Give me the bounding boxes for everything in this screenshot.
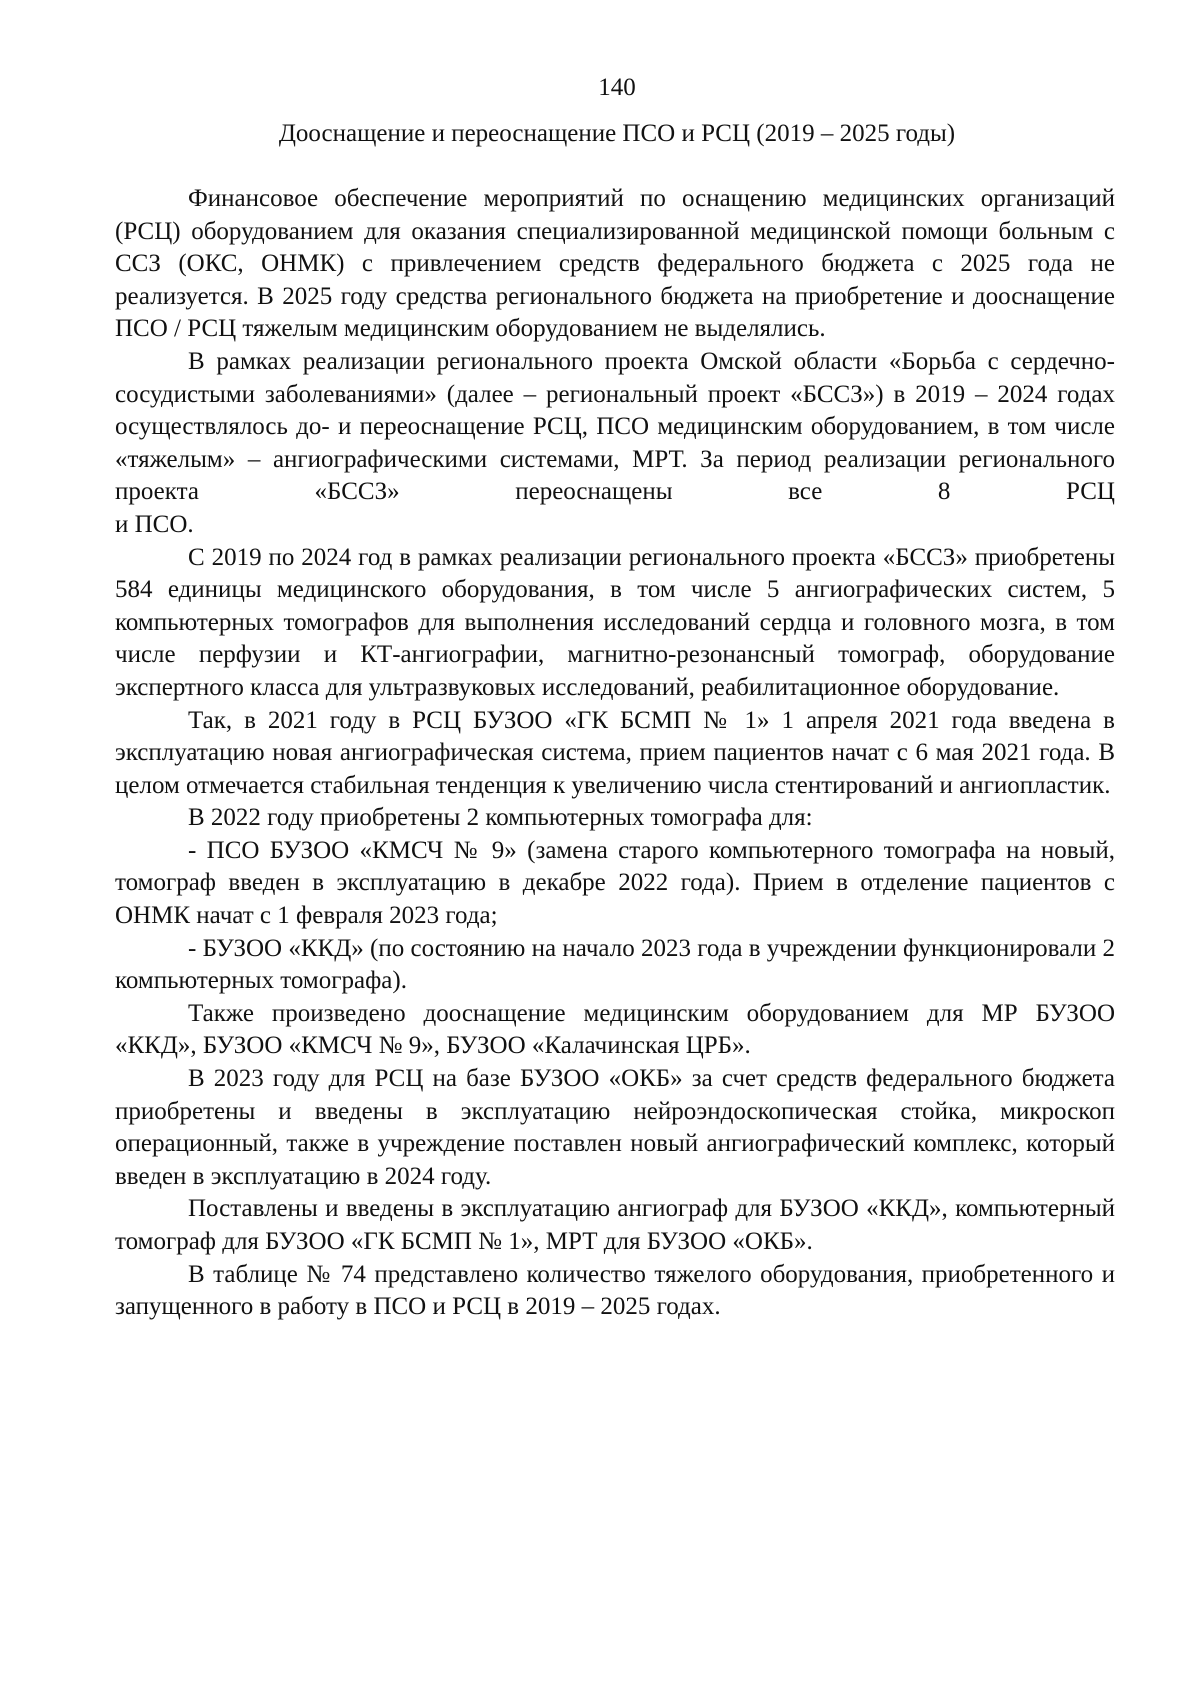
list-item-kkd: - БУЗОО «ККД» (по состоянию на начало 2023 года в учреждении функционировали 2 компьютерных томографа). [115,934,1115,995]
paragraph-equipment-purchased: С 2019 по 2024 год в рамках реализации регионального проекта «БССЗ» приобретены 584 единицы медицинского оборудования, в том числе 5 ангиографических систем, 5 компьютерных томографов для выполнения исследований сердца и головного мозга, в том числе перфузии и КТ-ангиографии, магнитно-резонансный томограф, оборудование экспертного класса для ультразвуковых исследований, реабилитационное оборудование. [115,543,1115,701]
paragraph-regional-project: В рамках реализации регионального проекта Омской области «Борьба с сердечно-сосудистыми заболеваниями» (далее – региональный проект «БССЗ») в 2019 – 2024 годах осуществлялось до- и переоснащение РСЦ, ПСО медицинским оборудованием, в том числе «тяжелым» – ангиографическими системами, МРТ. За период реализации регионального проекта «БССЗ» переоснащены все 8 РСЦ [115,347,1115,506]
paragraph-table-reference: В таблице № 74 представлено количество тяжелого оборудования, приобретенного и запущенного в работу в ПСО и РСЦ в 2019 – 2025 годах. [115,1260,1115,1321]
paragraph-2021-angiography: Так, в 2021 году в РСЦ БУЗОО «ГК БСМП № 1» 1 апреля 2021 года введена в эксплуатацию новая ангиографическая система, прием пациентов начат с 6 мая 2021 года. В целом отмечается стабильная тенденция к увеличению числа стентирований и ангиопластик. [115,706,1115,799]
paragraph-financing: Финансовое обеспечение мероприятий по оснащению медицинских организаций (РСЦ) оборудованием для оказания специализированной медицинской помощи больным с ССЗ (ОКС, ОНМК) с привлечением средств федерального бюджета с 2025 года не реализуется. В 2025 году средства регионального бюджета на приобретение и дооснащение ПСО / РСЦ тяжелым медицинским оборудованием не выделялись. [115,185,1115,343]
list-item-kmsch9: - ПСО БУЗОО «КМСЧ № 9» (замена старого компьютерного томографа на новый, томограф введен в эксплуатацию в декабре 2022 года). Прием в отделение пациентов с ОНМК начат с 1 февраля 2023 года; [115,836,1115,930]
paragraph-2023-okb: В 2023 году для РСЦ на базе БУЗОО «ОКБ» за счет средств федерального бюджета приобретены и введены в эксплуатацию нейроэндоскопическая стойка, микроскоп операционный, также в учреждение поставлен новый ангиографический комплекс, который введен в эксплуатацию в 2024 году. [115,1065,1115,1190]
document-body [115,183,1115,1324]
paragraph-deliveries: Поставлены и введены в эксплуатацию ангиограф для БУЗОО «ККД», компьютерный томограф для БУЗОО «ГК БСМП № 1», МРТ для БУЗОО «ОКБ». [115,1195,1115,1255]
paragraph-2022-intro: В 2022 году приобретены 2 компьютерных томографа для: [188,804,813,832]
paragraph-regional-project-end: и ПСО. [115,510,194,538]
page-number: 140 [598,74,636,101]
section-heading: Дооснащение и переоснащение ПСО и РСЦ (2019 – 2025 годы) [278,120,956,147]
paragraph-mr-equipment: Также произведено дооснащение медицинским оборудованием для МР БУЗОО «ККД», БУЗОО «КМСЧ № 9», БУЗОО «Калачинская ЦРБ». [115,999,1115,1060]
